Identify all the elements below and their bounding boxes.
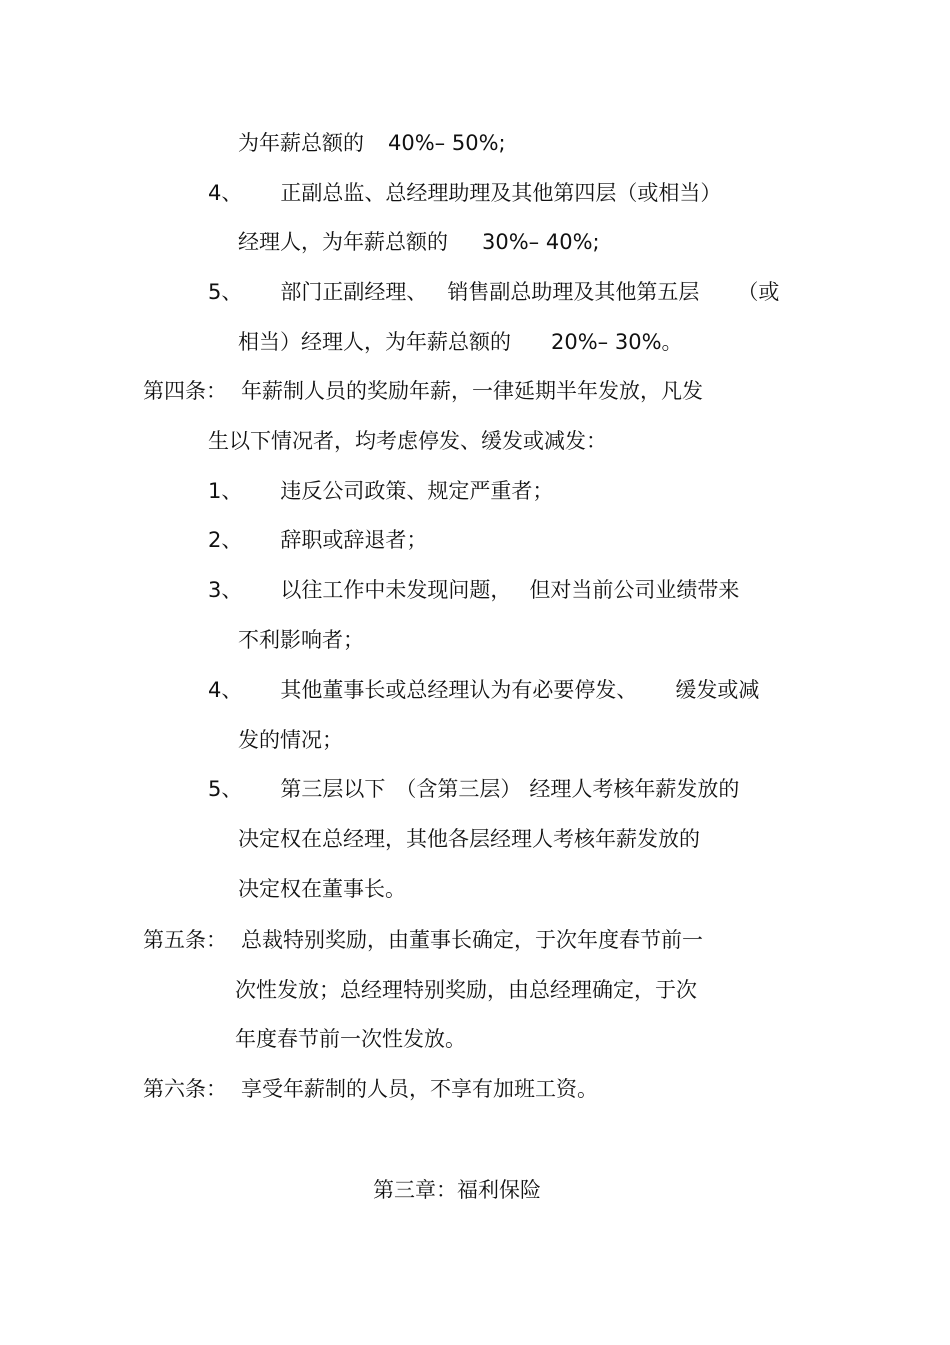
text-line	[238, 874, 406, 904]
item-number: 4、	[208, 181, 243, 205]
line-text: 年度春节前一次性发放。	[235, 1027, 466, 1051]
list-item	[208, 277, 779, 307]
text-line	[238, 128, 506, 158]
item-number: 2、	[208, 528, 243, 552]
line-text: 发的情况；	[238, 728, 343, 752]
item-text: 缓发或减	[675, 678, 760, 702]
list-item	[208, 178, 721, 208]
item-number: 1、	[208, 479, 243, 503]
percentage-range: 30%– 40%;	[482, 230, 600, 254]
item-text: 其他董事长或总经理认为有必要停发、	[280, 678, 638, 702]
article-paragraph	[143, 925, 703, 955]
text-line	[238, 824, 700, 854]
item-text: 部门正副经理、	[280, 280, 428, 304]
chapter-title: 第三章：福利保险	[373, 1178, 541, 1202]
item-text: 以往工作中未发现问题，	[280, 578, 512, 602]
item-text: 但对当前公司业绩带来	[529, 578, 740, 602]
text-line	[238, 625, 364, 655]
line-text: 不利影响者；	[238, 628, 364, 652]
line-text: 决定权在董事长。	[238, 877, 406, 901]
list-item	[208, 575, 739, 605]
text-line	[238, 327, 683, 357]
article-paragraph	[143, 1074, 598, 1104]
item-number: 5、	[208, 777, 243, 801]
line-text: 相当）经理人，为年薪总额的	[238, 330, 511, 354]
article-heading: 第六条：	[143, 1077, 227, 1101]
line-text: 次性发放；总经理特别奖励，由总经理确定，于次	[235, 978, 697, 1002]
item-text: 违反公司政策、规定严重者；	[280, 479, 554, 503]
list-item	[208, 774, 739, 804]
line-text: 经理人，为年薪总额的	[238, 230, 448, 254]
article-paragraph	[143, 376, 703, 406]
article-heading: 第五条：	[143, 928, 227, 952]
item-text: （或	[737, 280, 780, 304]
item-text: 销售副总助理及其他第五层	[447, 280, 700, 304]
article-text: 年薪制人员的奖励年薪，一律延期半年发放，凡发	[241, 379, 703, 403]
article-heading: 第四条：	[143, 379, 227, 403]
percentage-range: 40%– 50%;	[388, 131, 506, 155]
item-text: 第三层以下	[280, 777, 386, 801]
item-text: 辞职或辞退者；	[280, 528, 428, 552]
text-line	[235, 975, 697, 1005]
text-line	[238, 725, 343, 755]
item-text: （含第三层）	[395, 777, 522, 801]
percentage-range: 20%– 30%。	[551, 330, 683, 354]
item-text: 正副总监、总经理助理及其他第四层（或相当）	[280, 181, 722, 205]
line-text: 生以下情况者，均考虑停发、缓发或减发：	[208, 429, 607, 453]
article-text: 享受年薪制的人员，不享有加班工资。	[241, 1077, 598, 1101]
text-line	[238, 227, 600, 257]
item-number: 4、	[208, 678, 243, 702]
line-text: 为年薪总额的	[238, 131, 364, 155]
text-line	[208, 426, 607, 456]
article-text: 总裁特别奖励，由董事长确定，于次年度春节前一	[241, 928, 703, 952]
item-text: 经理人考核年薪发放的	[529, 777, 740, 801]
line-text: 决定权在总经理，其他各层经理人考核年薪发放的	[238, 827, 700, 851]
text-line	[235, 1024, 466, 1054]
list-item	[208, 476, 553, 506]
list-item	[208, 675, 759, 705]
item-number: 5、	[208, 280, 243, 304]
item-number: 3、	[208, 578, 243, 602]
list-item	[208, 525, 427, 555]
